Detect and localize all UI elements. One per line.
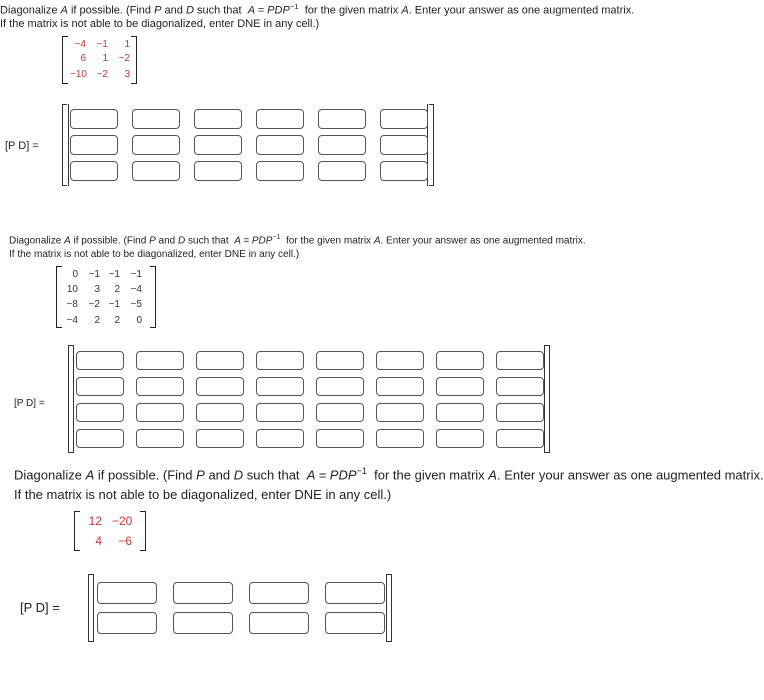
answer-input-box[interactable] xyxy=(173,582,233,604)
bracket-inner-line xyxy=(68,104,69,186)
word: if possible. (Find xyxy=(73,235,147,247)
answer-input-box[interactable] xyxy=(249,612,309,634)
answer-input-box[interactable] xyxy=(496,429,544,448)
answer-input-box[interactable] xyxy=(249,582,309,604)
problem-3-instruction: If the matrix is not able to be diagonalized, enter DNE in any cell.) xyxy=(14,487,392,502)
answer-input-box[interactable] xyxy=(136,429,184,448)
matrix-entry: −8 xyxy=(66,299,78,310)
answer-input-box[interactable] xyxy=(70,161,118,181)
matrix-entry: 1 xyxy=(124,39,130,50)
answer-input-box[interactable] xyxy=(380,109,428,129)
word: and xyxy=(158,235,176,247)
matrix-entry: −6 xyxy=(118,534,132,548)
matrix-entry: 2 xyxy=(114,315,120,326)
matrix-entry: −2 xyxy=(96,69,108,80)
matrix-entry: −10 xyxy=(70,69,87,80)
answer-input-box[interactable] xyxy=(194,161,242,181)
word: . Enter your answer as one augmented matrix. xyxy=(496,467,764,483)
answer-input-box[interactable] xyxy=(196,429,244,448)
answer-input-box[interactable] xyxy=(436,351,484,370)
answer-input-box[interactable] xyxy=(316,351,364,370)
given-matrix-2 xyxy=(56,266,156,328)
answer-input-box[interactable] xyxy=(194,109,242,129)
exponent: −1 xyxy=(272,234,281,241)
answer-input-box[interactable] xyxy=(132,161,180,181)
var-d: D xyxy=(178,235,186,247)
matrix-entry: 0 xyxy=(72,269,78,280)
var-p: P xyxy=(196,467,205,483)
answer-matrix-2 xyxy=(68,345,550,453)
given-matrix-3 xyxy=(74,511,146,551)
exponent: −1 xyxy=(356,466,367,476)
answer-input-box[interactable] xyxy=(256,109,304,129)
answer-input-box[interactable] xyxy=(436,429,484,448)
answer-input-box[interactable] xyxy=(376,429,424,448)
matrix-entry: 10 xyxy=(66,284,78,295)
matrix-entry: −1 xyxy=(108,299,120,310)
var-a: A xyxy=(373,235,381,247)
word: if possible. (Find xyxy=(70,4,152,17)
word: for the given matrix xyxy=(286,235,372,247)
answer-input-box[interactable] xyxy=(380,161,428,181)
matrix-entry: 2 xyxy=(114,284,120,295)
word: Diagonalize xyxy=(0,4,58,17)
answer-input-box[interactable] xyxy=(76,351,124,370)
bracket-right xyxy=(131,36,137,84)
var-a: A xyxy=(64,235,71,247)
answer-input-box[interactable] xyxy=(316,377,364,396)
bracket-inner-line xyxy=(386,574,387,642)
problem-2-statement xyxy=(9,234,586,246)
answer-input-box[interactable] xyxy=(97,582,157,604)
answer-input-box[interactable] xyxy=(376,377,424,396)
answer-input-box[interactable] xyxy=(256,403,304,422)
answer-input-box[interactable] xyxy=(70,109,118,129)
answer-input-box[interactable] xyxy=(97,612,157,634)
bracket-inner-line xyxy=(93,574,94,642)
exponent: −1 xyxy=(289,2,299,11)
word: such that xyxy=(188,235,229,247)
matrix-entry: −1 xyxy=(108,269,120,280)
matrix-entry: −2 xyxy=(118,53,130,64)
var-a: A xyxy=(85,467,95,483)
word: such that xyxy=(246,467,300,483)
answer-input-box[interactable] xyxy=(256,429,304,448)
matrix-entry: 0 xyxy=(136,315,142,326)
bracket-right xyxy=(429,104,434,186)
matrix-entry: −5 xyxy=(130,299,142,310)
answer-label-2: [P D] = xyxy=(14,398,45,409)
matrix-entry: −4 xyxy=(130,284,142,295)
matrix-entry: −2 xyxy=(88,299,100,310)
answer-input-box[interactable] xyxy=(256,377,304,396)
answer-input-box[interactable] xyxy=(496,377,544,396)
answer-label-3: [P D] = xyxy=(20,600,60,615)
var-a: A xyxy=(488,467,497,483)
answer-input-box[interactable] xyxy=(76,377,124,396)
equation: A = PDP xyxy=(306,467,357,483)
bracket-left xyxy=(62,104,67,186)
word: for the given matrix xyxy=(304,4,399,17)
var-p: P xyxy=(154,4,162,17)
bracket-left xyxy=(62,36,68,84)
var-p: P xyxy=(149,235,156,247)
answer-label-1: [P D] = xyxy=(5,140,39,152)
word: and xyxy=(208,467,231,483)
answer-matrix-3 xyxy=(88,574,392,642)
answer-input-box[interactable] xyxy=(70,135,118,155)
var-d: D xyxy=(185,4,194,17)
word: such that xyxy=(196,4,242,17)
answer-input-box[interactable] xyxy=(196,377,244,396)
answer-input-box[interactable] xyxy=(196,403,244,422)
answer-input-box[interactable] xyxy=(76,403,124,422)
answer-input-box[interactable] xyxy=(496,351,544,370)
answer-input-box[interactable] xyxy=(173,612,233,634)
equation: A = PDP xyxy=(234,235,273,247)
problem-2-instruction: If the matrix is not able to be diagonalized, enter DNE in any cell.) xyxy=(9,249,300,260)
bracket-right xyxy=(150,266,156,328)
problem-1-instruction: If the matrix is not able to be diagonalized, enter DNE in any cell.) xyxy=(0,18,320,30)
problem-1-statement xyxy=(0,2,634,17)
answer-input-box[interactable] xyxy=(436,377,484,396)
matrix-entry: 12 xyxy=(88,514,102,528)
answer-matrix-1 xyxy=(62,104,434,186)
bracket-inner-line xyxy=(544,345,545,453)
word: . Enter your answer as one augmented matrix. xyxy=(408,4,635,17)
matrix-entry: 1 xyxy=(102,53,108,64)
answer-input-box[interactable] xyxy=(132,135,180,155)
answer-input-box[interactable] xyxy=(496,403,544,422)
word: for the given matrix xyxy=(374,467,485,483)
matrix-entry: 6 xyxy=(80,53,86,64)
answer-input-box[interactable] xyxy=(436,403,484,422)
matrix-entry: 2 xyxy=(94,315,100,326)
given-matrix-1 xyxy=(62,36,137,84)
answer-input-box[interactable] xyxy=(136,377,184,396)
answer-input-box[interactable] xyxy=(325,582,385,604)
matrix-entry: −1 xyxy=(96,39,108,50)
answer-input-box[interactable] xyxy=(132,109,180,129)
answer-input-box[interactable] xyxy=(316,429,364,448)
matrix-entry: 3 xyxy=(124,69,130,80)
answer-input-box[interactable] xyxy=(318,135,366,155)
answer-input-box[interactable] xyxy=(256,161,304,181)
bracket-left xyxy=(74,511,80,551)
word: if possible. (Find xyxy=(97,467,193,483)
answer-input-box[interactable] xyxy=(256,135,304,155)
matrix-entry: −4 xyxy=(66,315,78,326)
equation: A = PDP xyxy=(247,4,290,17)
problem-3-statement xyxy=(14,466,764,482)
var-d: D xyxy=(233,467,244,483)
answer-input-box[interactable] xyxy=(76,429,124,448)
answer-input-box[interactable] xyxy=(318,161,366,181)
matrix-entry: 4 xyxy=(95,534,102,548)
var-a: A xyxy=(60,4,68,17)
var-a: A xyxy=(401,4,409,17)
bracket-right xyxy=(387,574,392,642)
word: and xyxy=(164,4,183,17)
matrix-entry: −1 xyxy=(130,269,142,280)
answer-input-box[interactable] xyxy=(194,135,242,155)
answer-input-box[interactable] xyxy=(316,403,364,422)
answer-input-box[interactable] xyxy=(136,403,184,422)
bracket-inner-line xyxy=(73,345,74,453)
answer-input-box[interactable] xyxy=(380,135,428,155)
matrix-entry: −4 xyxy=(74,39,86,50)
word: Diagonalize xyxy=(9,235,62,247)
matrix-entry: −20 xyxy=(112,514,133,528)
answer-input-box[interactable] xyxy=(318,109,366,129)
answer-input-box[interactable] xyxy=(256,351,304,370)
answer-input-box[interactable] xyxy=(196,351,244,370)
answer-input-box[interactable] xyxy=(376,403,424,422)
matrix-entry: −1 xyxy=(88,269,100,280)
answer-input-box[interactable] xyxy=(325,612,385,634)
answer-input-box[interactable] xyxy=(376,351,424,370)
matrix-entry: 3 xyxy=(94,284,100,295)
word: . Enter your answer as one augmented matrix. xyxy=(380,235,586,247)
word: Diagonalize xyxy=(14,467,82,483)
bracket-right xyxy=(140,511,146,551)
answer-input-box[interactable] xyxy=(136,351,184,370)
bracket-right xyxy=(545,345,550,453)
